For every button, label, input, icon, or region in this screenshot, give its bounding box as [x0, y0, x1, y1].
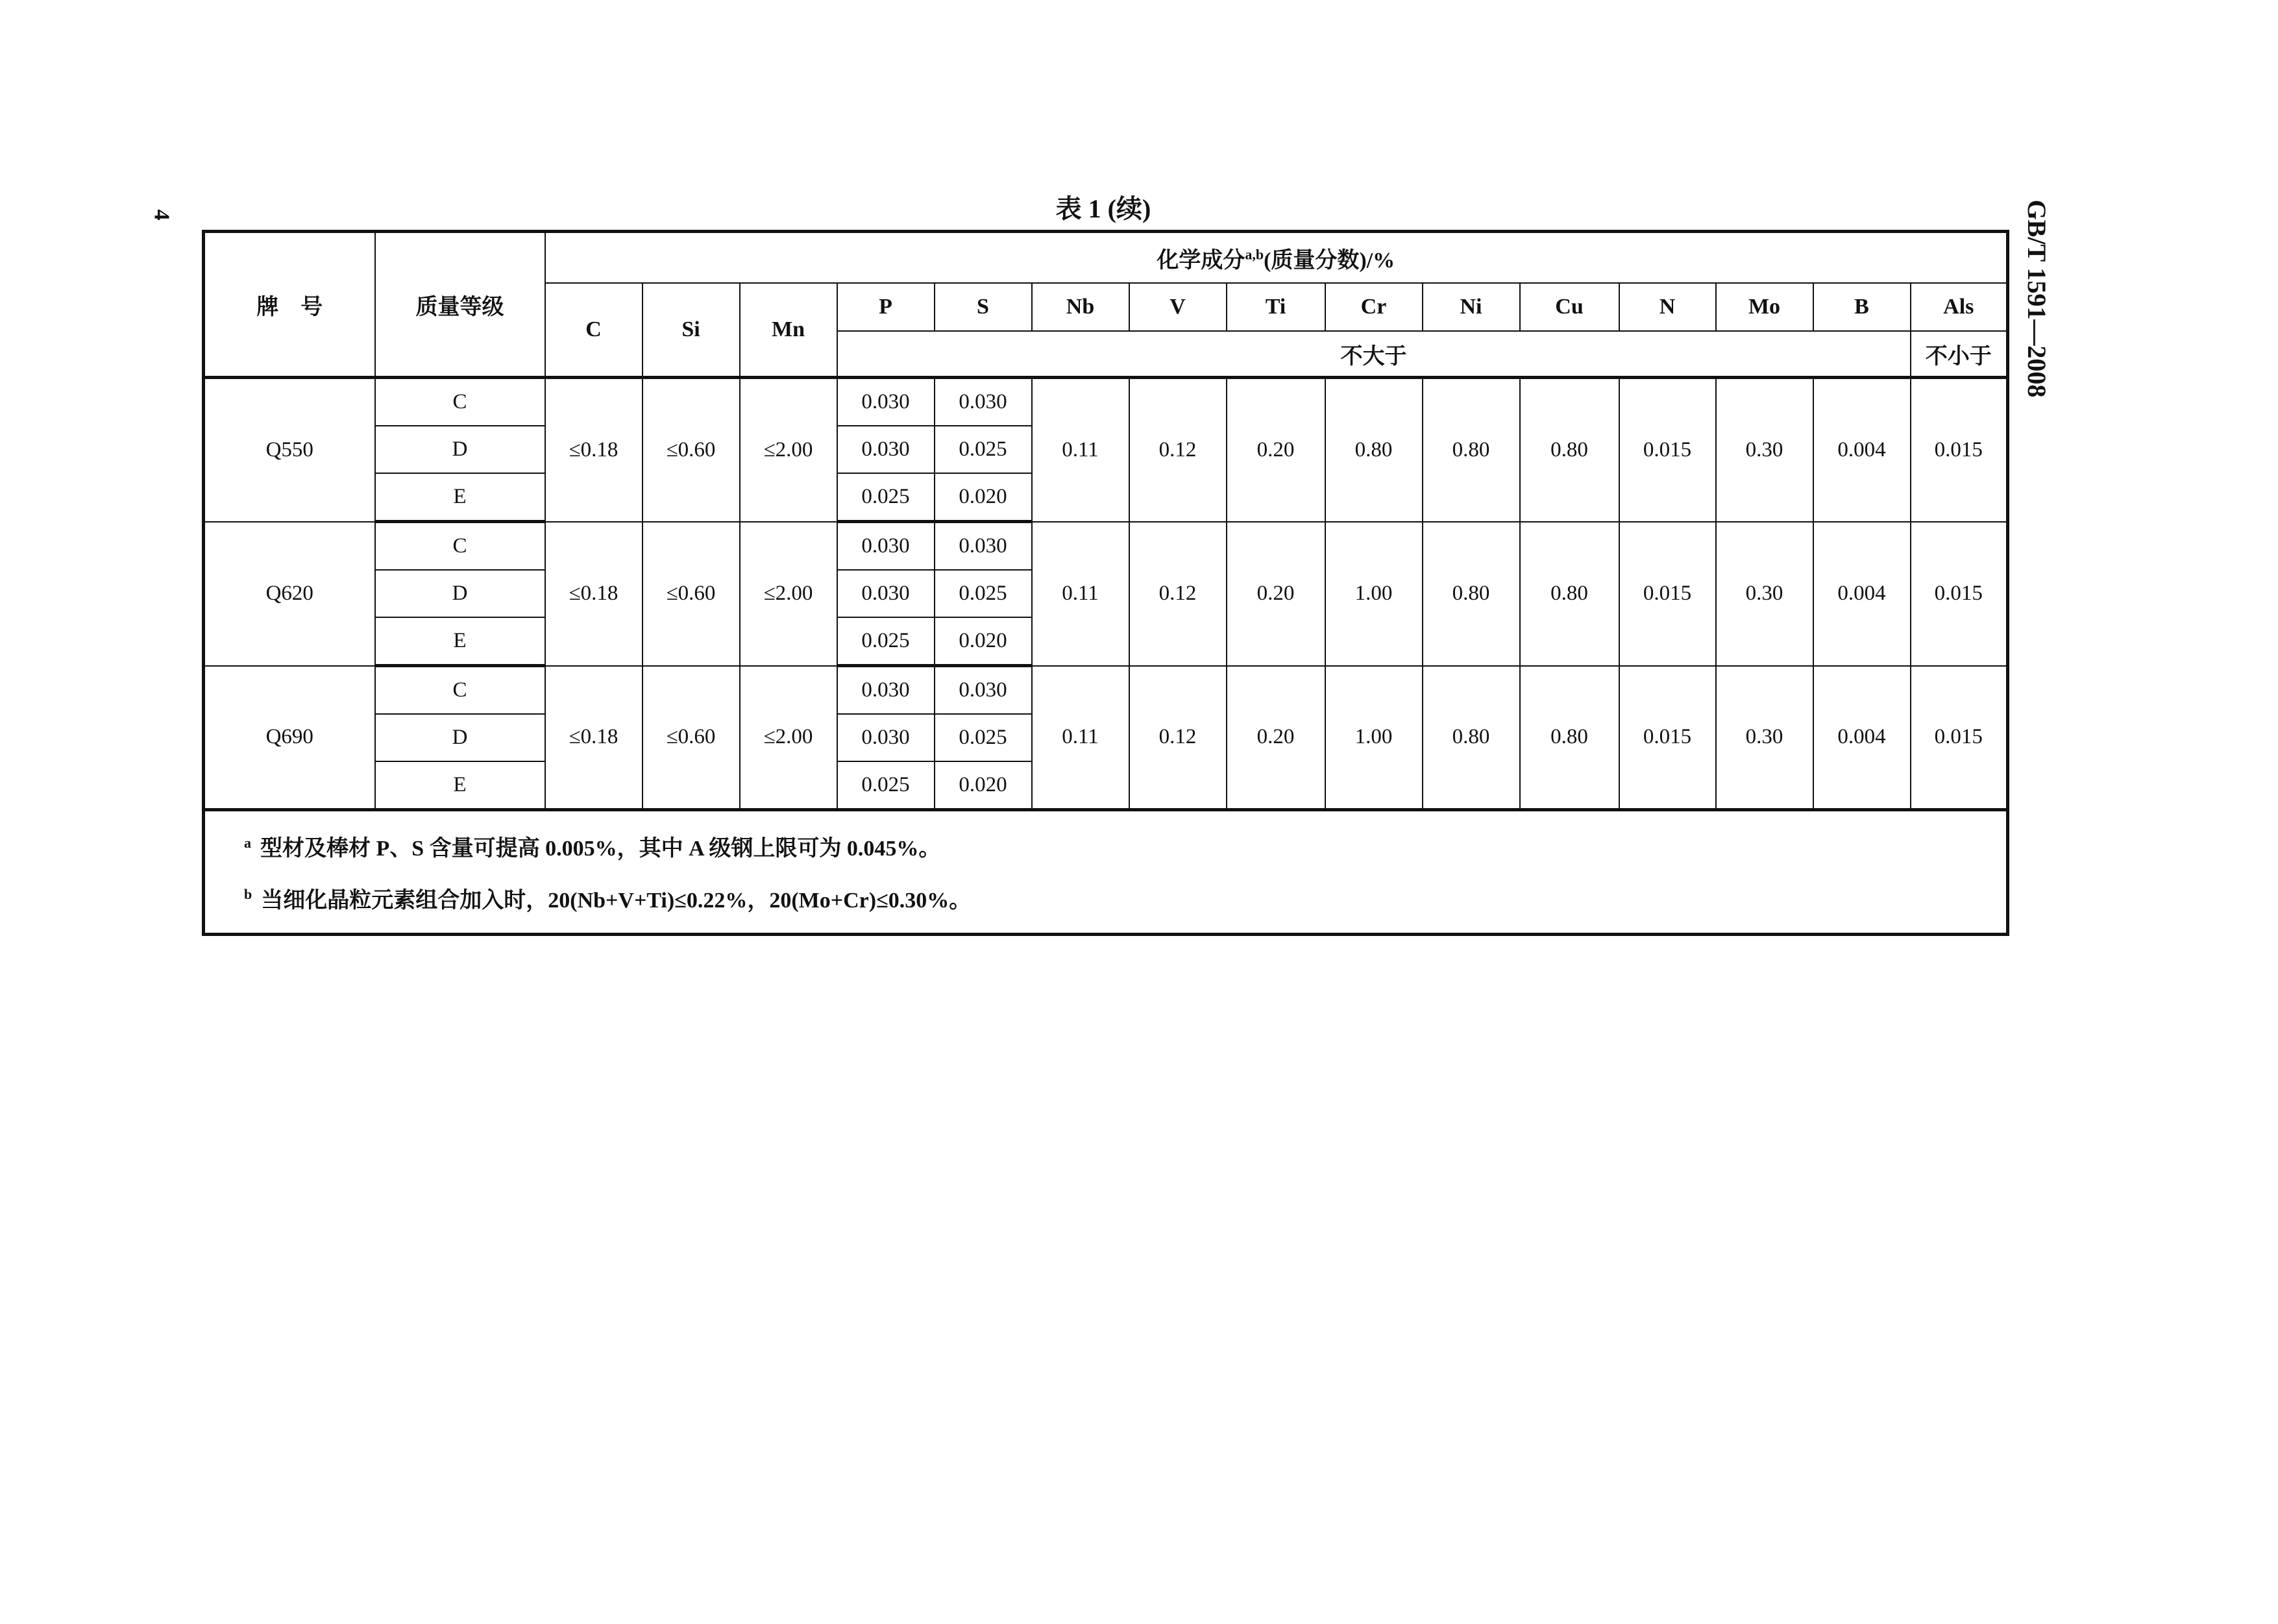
value-s: 0.030	[935, 666, 1032, 715]
header-element-s: S	[935, 283, 1032, 331]
value-si: ≤0.60	[643, 522, 740, 666]
value-p: 0.030	[837, 714, 935, 761]
footnote-b	[244, 872, 2006, 923]
value-s: 0.025	[935, 570, 1032, 617]
value-s: 0.030	[935, 522, 1032, 571]
value-cr: 1.00	[1325, 522, 1423, 666]
value-cu: 0.80	[1520, 666, 1619, 810]
value-ti: 0.20	[1227, 666, 1325, 810]
value-ni: 0.80	[1423, 522, 1520, 666]
value-p: 0.030	[837, 378, 935, 426]
value-mn: ≤2.00	[740, 378, 837, 522]
header-not-less: 不小于	[1911, 331, 2008, 378]
value-p: 0.030	[837, 570, 935, 617]
header-not-greater: 不大于	[837, 331, 1911, 378]
value-ti: 0.20	[1227, 378, 1325, 522]
value-c: ≤0.18	[545, 522, 643, 666]
value-p: 0.030	[837, 522, 935, 571]
quality-cell: E	[375, 473, 545, 522]
quality-cell: D	[375, 570, 545, 617]
footnote-text: 型材及棒材 P、S 含量可提高 0.005%，其中 A 级钢上限可为 0.045%。	[260, 837, 941, 861]
value-cr: 1.00	[1325, 666, 1423, 810]
header-element-si: Si	[643, 283, 740, 378]
header-composition: 化学成分$^{a,b}$(质量分数)/%	[545, 232, 2008, 284]
value-s: 0.020	[935, 473, 1032, 522]
page-number: 4	[149, 209, 174, 221]
value-n: 0.015	[1619, 522, 1716, 666]
grade-cell: Q550	[204, 378, 375, 522]
header-grade: 牌 号	[204, 232, 375, 378]
value-v: 0.12	[1129, 522, 1227, 666]
header-element-n: N	[1619, 283, 1716, 331]
header-element-mn: Mn	[740, 283, 837, 378]
value-mo: 0.30	[1716, 666, 1813, 810]
value-p: 0.025	[837, 473, 935, 522]
grade-cell: Q690	[204, 666, 375, 810]
header-element-v: V	[1129, 283, 1227, 331]
value-mo: 0.30	[1716, 522, 1813, 666]
footnotes	[204, 810, 2008, 935]
value-s: 0.020	[935, 761, 1032, 810]
value-s: 0.020	[935, 617, 1032, 666]
value-cu: 0.80	[1520, 522, 1619, 666]
footnote-mark: b	[244, 886, 252, 903]
value-si: ≤0.60	[643, 378, 740, 522]
value-mo: 0.30	[1716, 378, 1813, 522]
header-element-nb: Nb	[1032, 283, 1129, 331]
value-v: 0.12	[1129, 378, 1227, 522]
value-nb: 0.11	[1032, 378, 1129, 522]
value-als: 0.015	[1911, 666, 2008, 810]
value-ti: 0.20	[1227, 522, 1325, 666]
value-s: 0.030	[935, 378, 1032, 426]
table-title: 表 1 (续)	[1055, 194, 1151, 223]
value-p: 0.025	[837, 617, 935, 666]
value-b: 0.004	[1813, 522, 1911, 666]
header-element-ti: Ti	[1227, 283, 1325, 331]
value-p: 0.025	[837, 761, 935, 810]
value-v: 0.12	[1129, 666, 1227, 810]
value-cu: 0.80	[1520, 378, 1619, 522]
header-quality: 质量等级	[375, 232, 545, 378]
value-cr: 0.80	[1325, 378, 1423, 522]
table-row	[204, 378, 2008, 426]
value-c: ≤0.18	[545, 378, 643, 522]
header-element-p: P	[837, 283, 935, 331]
table-row	[204, 522, 2008, 571]
value-p: 0.030	[837, 426, 935, 473]
quality-cell: C	[375, 522, 545, 571]
value-c: ≤0.18	[545, 666, 643, 810]
value-nb: 0.11	[1032, 666, 1129, 810]
quality-cell: E	[375, 617, 545, 666]
value-ni: 0.80	[1423, 378, 1520, 522]
quality-cell: C	[375, 378, 545, 426]
value-n: 0.015	[1619, 666, 1716, 810]
value-als: 0.015	[1911, 522, 2008, 666]
value-n: 0.015	[1619, 378, 1716, 522]
value-p: 0.030	[837, 666, 935, 715]
quality-cell: D	[375, 714, 545, 761]
footnote-text: 当细化晶粒元素组合加入时，20(Nb+V+Ti)≤0.22%，20(Mo+Cr)≤0.30%。	[261, 888, 972, 913]
quality-cell: E	[375, 761, 545, 810]
footnote-a	[244, 820, 2006, 872]
header-element-cr: Cr	[1325, 283, 1423, 331]
header-element-cu: Cu	[1520, 283, 1619, 331]
quality-cell: C	[375, 666, 545, 715]
value-b: 0.004	[1813, 378, 1911, 522]
value-b: 0.004	[1813, 666, 1911, 810]
header-element-als: Als	[1911, 283, 2008, 331]
chemical-composition-table	[202, 230, 2009, 936]
value-nb: 0.11	[1032, 522, 1129, 666]
value-als: 0.015	[1911, 378, 2008, 522]
header-element-c: C	[545, 283, 643, 378]
footnote-mark: a	[244, 835, 251, 851]
value-mn: ≤2.00	[740, 522, 837, 666]
header-element-mo: Mo	[1716, 283, 1813, 331]
header-element-b: B	[1813, 283, 1911, 331]
value-ni: 0.80	[1423, 666, 1520, 810]
value-si: ≤0.60	[643, 666, 740, 810]
value-s: 0.025	[935, 714, 1032, 761]
header-element-ni: Ni	[1423, 283, 1520, 331]
quality-cell: D	[375, 426, 545, 473]
table-row	[204, 666, 2008, 715]
value-mn: ≤2.00	[740, 666, 837, 810]
value-s: 0.025	[935, 426, 1032, 473]
grade-cell: Q620	[204, 522, 375, 666]
